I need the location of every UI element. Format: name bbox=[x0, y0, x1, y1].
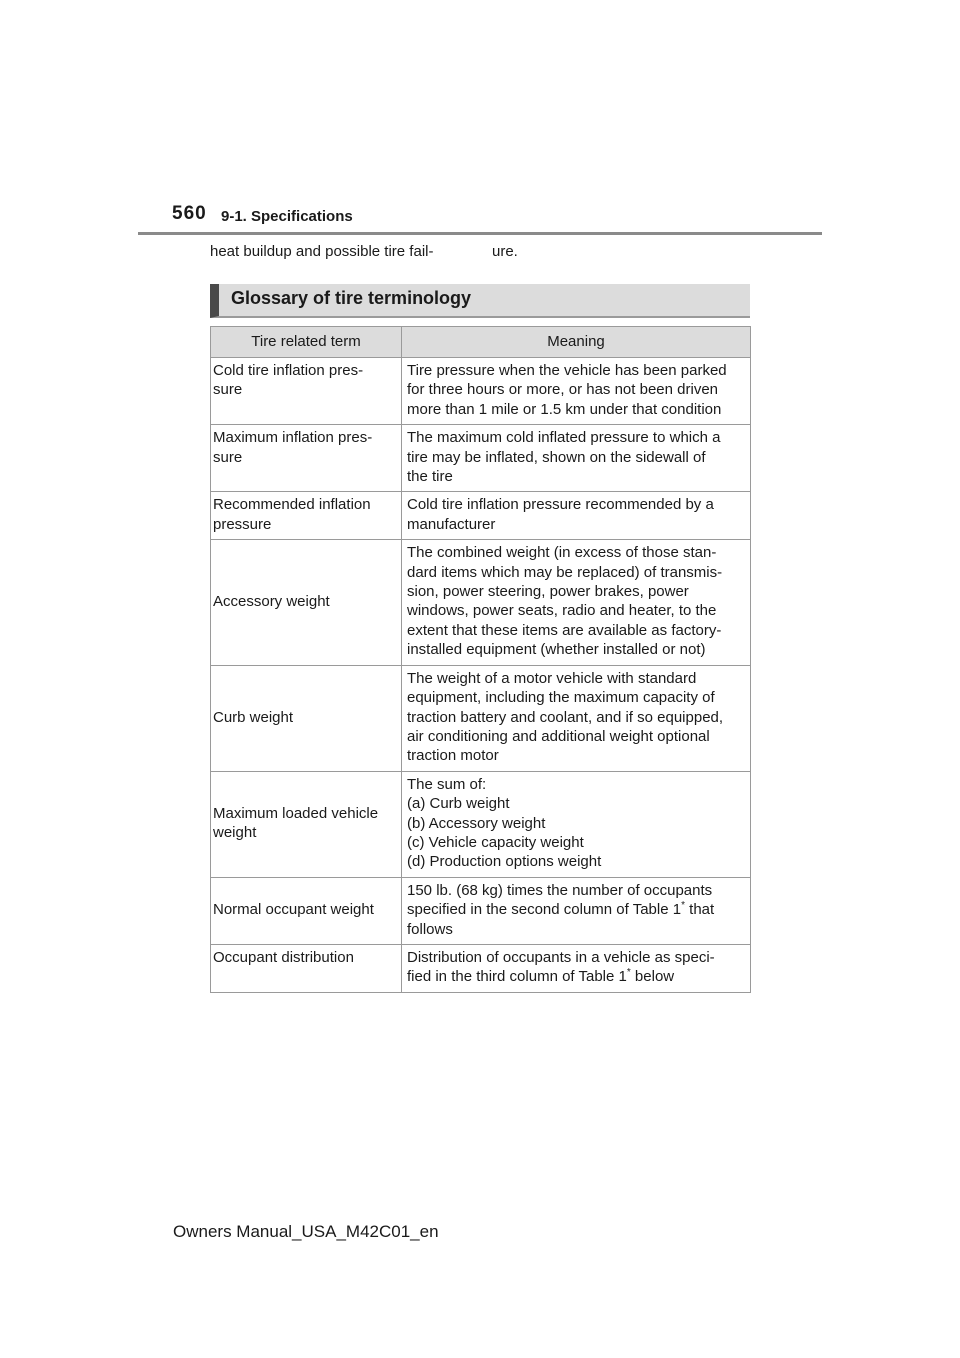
meaning-line: 150 lb. (68 kg) times the number of occupants bbox=[407, 881, 713, 899]
meaning-cell bbox=[402, 358, 751, 425]
meaning-line: (c) Vehicle capacity weight bbox=[407, 833, 584, 851]
meaning-line: windows, power seats, radio and heater, to the bbox=[407, 602, 717, 620]
term-line: weight bbox=[213, 824, 257, 842]
term-line: Accessory weight bbox=[213, 592, 330, 610]
meaning-line: manufacturer bbox=[407, 515, 496, 533]
term-line: Maximum loaded vehicle bbox=[213, 804, 379, 822]
meaning-fragment: below bbox=[630, 968, 675, 986]
term-line: pressure bbox=[213, 515, 272, 533]
table-row bbox=[211, 492, 751, 540]
meaning-cell bbox=[402, 540, 751, 665]
meaning-fragment: that bbox=[684, 901, 715, 919]
continuation-tail: ure. bbox=[492, 243, 518, 260]
column-header-meaning: Meaning bbox=[402, 327, 751, 358]
term-line: Recommended inflation bbox=[213, 496, 371, 514]
meaning-cell bbox=[402, 665, 751, 771]
meaning-cell bbox=[402, 877, 751, 944]
meaning-line: The maximum cold inflated pressure to which a bbox=[407, 429, 721, 447]
table-row bbox=[211, 944, 751, 992]
meaning-cell bbox=[402, 944, 751, 992]
meaning-line: for three hours or more, or has not been driven bbox=[407, 381, 719, 399]
footer-text: Owners Manual_USA_M42C01_en bbox=[173, 1222, 439, 1241]
meaning-line bbox=[407, 967, 748, 986]
page-number: 560 bbox=[172, 203, 207, 224]
glossary-heading-text: Glossary of tire terminology bbox=[231, 288, 472, 308]
meaning-line: air conditioning and additional weight optional bbox=[407, 727, 710, 745]
meaning-cell bbox=[402, 492, 751, 540]
meaning-line: tire may be inflated, shown on the sidewall of bbox=[407, 448, 706, 466]
meaning-line: extent that these items are available as factory- bbox=[407, 621, 722, 639]
term-cell bbox=[211, 944, 402, 992]
table-row bbox=[211, 771, 751, 877]
meaning-line: follows bbox=[407, 920, 453, 938]
meaning-line bbox=[407, 900, 748, 919]
meaning-line: dard items which may be replaced) of transmis- bbox=[407, 563, 723, 581]
meaning-fragment: specified in the second column of Table 1 bbox=[407, 901, 682, 919]
term-cell bbox=[211, 540, 402, 665]
meaning-line: Tire pressure when the vehicle has been parked bbox=[407, 362, 727, 379]
term-line: Cold tire inflation pres- bbox=[213, 362, 364, 379]
term-cell bbox=[211, 425, 402, 492]
term-line: Maximum inflation pres- bbox=[213, 429, 373, 447]
table-row bbox=[211, 425, 751, 492]
meaning-line: (b) Accessory weight bbox=[407, 814, 546, 832]
continuation-line: heat buildup and possible tire fail- bbox=[210, 243, 434, 260]
meaning-line: The sum of: bbox=[407, 775, 487, 793]
table-row bbox=[211, 540, 751, 665]
term-line: Normal occupant weight bbox=[213, 901, 374, 919]
meaning-line: more than 1 mile or 1.5 km under that condition bbox=[407, 400, 722, 418]
meaning-cell bbox=[402, 771, 751, 877]
meaning-line: sion, power steering, power brakes, power bbox=[407, 583, 689, 601]
footnote-marker: * bbox=[681, 900, 685, 912]
term-cell bbox=[211, 358, 402, 425]
table-row bbox=[211, 358, 751, 425]
column-header-term: Tire related term bbox=[211, 327, 402, 358]
meaning-cell bbox=[402, 425, 751, 492]
term-line: sure bbox=[213, 381, 243, 399]
meaning-line: equipment, including the maximum capacity of bbox=[407, 689, 715, 707]
meaning-line: The weight of a motor vehicle with standard bbox=[407, 669, 697, 687]
term-line: sure bbox=[213, 448, 243, 466]
table-header-row bbox=[211, 327, 751, 358]
meaning-fragment: fied in the third column of Table 1 bbox=[407, 968, 627, 986]
term-cell bbox=[211, 771, 402, 877]
term-line: Curb weight bbox=[213, 708, 294, 726]
section-title: 9-1. Specifications bbox=[221, 208, 353, 225]
meaning-line: traction battery and coolant, and if so equipped, bbox=[407, 708, 724, 726]
term-line: Occupant distribution bbox=[213, 948, 354, 966]
continuation-text bbox=[210, 243, 540, 260]
glossary-heading bbox=[210, 284, 750, 318]
table-row bbox=[211, 877, 751, 944]
term-cell bbox=[211, 877, 402, 944]
meaning-line: Cold tire inflation pressure recommended by a bbox=[407, 496, 714, 514]
meaning-line: (a) Curb weight bbox=[407, 795, 510, 813]
header-rule bbox=[138, 232, 822, 235]
term-cell bbox=[211, 665, 402, 771]
meaning-line: Distribution of occupants in a vehicle as speci- bbox=[407, 948, 715, 966]
table-row bbox=[211, 665, 751, 771]
footnote-marker: * bbox=[626, 967, 631, 979]
meaning-line: installed equipment (whether installed or not) bbox=[407, 641, 706, 659]
meaning-line: The combined weight (in excess of those stan- bbox=[407, 544, 717, 562]
glossary-table bbox=[210, 326, 751, 993]
meaning-line: traction motor bbox=[407, 747, 499, 765]
meaning-line: (d) Production options weight bbox=[407, 853, 602, 871]
meaning-line: the tire bbox=[407, 468, 453, 486]
term-cell bbox=[211, 492, 402, 540]
